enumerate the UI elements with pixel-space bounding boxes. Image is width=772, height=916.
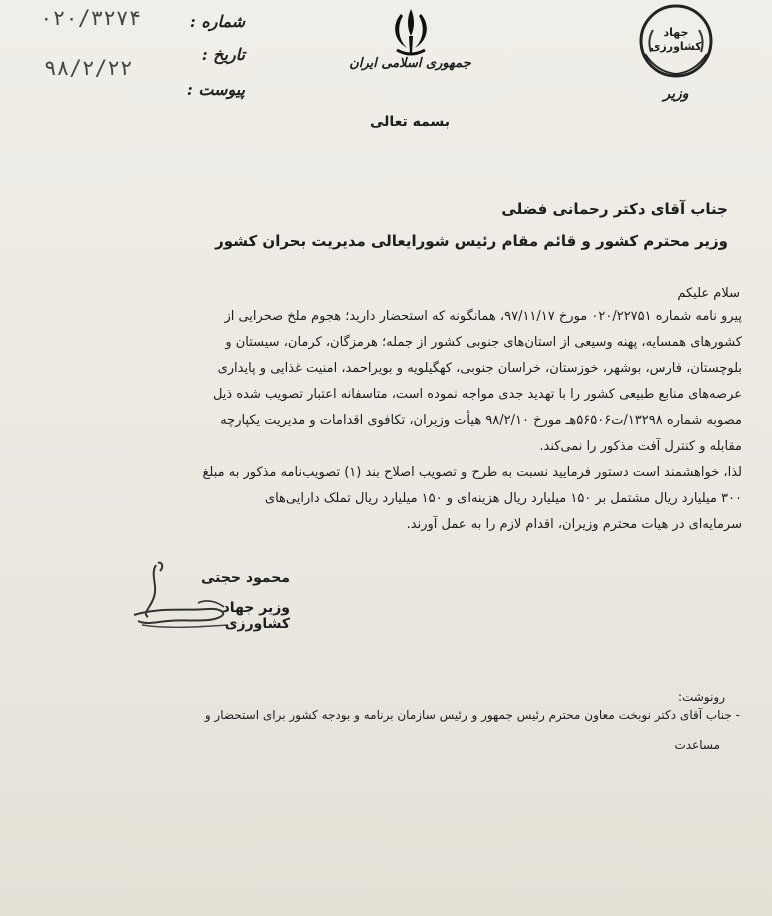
- cc-line-2: مساعدت: [674, 738, 720, 752]
- cc-label: رونوشت:: [677, 690, 725, 704]
- signatory-title: وزیر جهاد کشاورزی: [222, 600, 290, 632]
- paragraph-line: لذا، خواهشمند است دستور فرمایید نسبت به طرح و تصویب اصلاح بند (۱) تصویب‌نامه مذکور به مبلغ: [202, 465, 742, 480]
- date-label: تاریخ :: [201, 45, 245, 64]
- attachment-label: پیوست :: [186, 80, 245, 99]
- greeting: سلام علیکم: [677, 286, 740, 301]
- paragraph-line: سرمایه‌ای در هیات محترم وزیران، اقدام لازم را به عمل آورند.: [406, 517, 742, 532]
- paragraph-line: مصوبه شماره ۱۳۲۹۸/ت۵۶۵۰۶هـ مورخ ۹۸/۲/۱۰ هیأت وزیران، تکافوی اقدامات و مدیریت یکپارچه: [220, 413, 742, 428]
- addressee-title: وزیر محترم کشور و قائم مقام رئیس شورایعالی مدیریت بحران کشور: [215, 232, 728, 250]
- paragraph-line: ۳۰۰ میلیارد ریال مشتمل بر ۱۵۰ میلیارد ریال هزینه‌ای و ۱۵۰ میلیارد ریال تملک دارایی‌های: [264, 491, 742, 506]
- body-paragraph-1: [62, 304, 742, 460]
- paragraph-line: عرصه‌های منابع طبیعی کشور را با تهدید جدی مواجه نموده است، متاسفانه اعتبار تصویب شده ذیل: [212, 387, 742, 402]
- signatory-name: محمود حجتی: [200, 570, 290, 586]
- ministry-role: وزیر: [663, 86, 689, 102]
- letter-number-value: ۰۲۰/۳۲۷۴: [40, 6, 142, 30]
- body-paragraph-2: [62, 460, 742, 538]
- paragraph-line: کشورهای همسایه، پهنه وسیعی از استان‌های جنوبی کشور از جمله؛ هرمزگان، کرمان، سیستان و: [225, 335, 742, 350]
- iran-emblem-icon: [388, 6, 434, 58]
- paragraph-line: مقابله و کنترل آفت مذکور را نمی‌کند.: [539, 439, 742, 454]
- republic-caption: جمهوری اسلامی ایران: [349, 56, 471, 71]
- ministry-logo-text: جهاد کشاورزی: [650, 26, 702, 53]
- addressee-name: جناب آقای دکتر رحمانی فضلی: [501, 200, 728, 218]
- paragraph-line: بلوچستان، فارس، بوشهر، خوزستان، خراسان جنوبی، کهگیلویه و بویراحمد، امنیت غذایی و پایداری: [217, 361, 742, 376]
- cc-line-1: - جناب آقای دکتر نوبخت معاون محترم رئیس جمهور و رئیس سازمان برنامه و بودجه کشور برای استحضار و: [204, 708, 740, 722]
- paragraph-line: پیرو نامه شماره ۰۲۰/۲۲۷۵۱ مورخ ۹۷/۱۱/۱۷، همانگونه که استحضار دارید؛ هجوم ملخ صحرایی از: [224, 309, 742, 324]
- letter-date-value: ۹۸/۲/۲۲: [44, 56, 133, 80]
- bismillah-heading: بسمه تعالی: [369, 114, 451, 130]
- number-label: شماره :: [189, 12, 245, 31]
